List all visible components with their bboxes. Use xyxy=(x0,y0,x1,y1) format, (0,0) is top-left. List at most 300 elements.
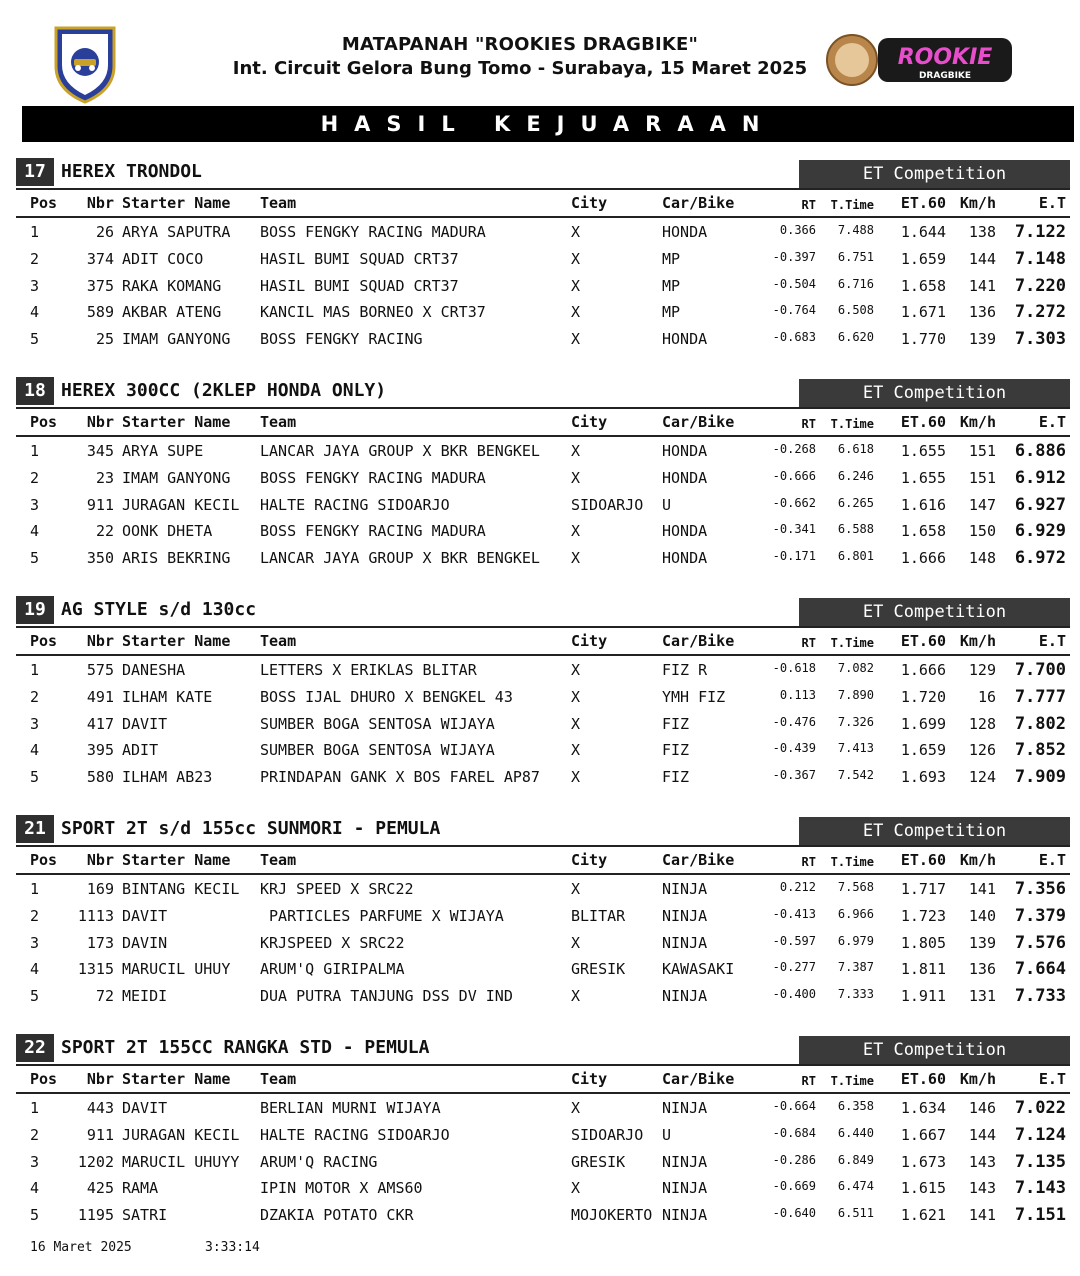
cell-city: X xyxy=(571,249,581,268)
cell-bike: U xyxy=(662,1125,672,1144)
cell-name: MEIDI xyxy=(122,987,168,1006)
column-header-nbr: Nbr xyxy=(86,1070,114,1088)
cell-name: BINTANG KECIL xyxy=(122,880,240,898)
cell-et60: 1.655 xyxy=(900,442,946,460)
cell-nbr: 350 xyxy=(86,549,114,568)
cell-pos: 1 xyxy=(30,223,40,241)
cell-pos: 4 xyxy=(30,1179,40,1198)
cell-city: X xyxy=(571,1099,581,1117)
cell-et60: 1.717 xyxy=(900,880,946,898)
cell-name: IMAM GANYONG xyxy=(122,468,231,487)
cell-bike: HONDA xyxy=(662,442,708,460)
cell-name: OONK DHETA xyxy=(122,522,213,541)
cell-name: DAVIT xyxy=(122,906,168,925)
cell-et60: 1.693 xyxy=(900,768,946,787)
cell-et60: 1.658 xyxy=(900,276,946,295)
cell-team: PARTICLES PARFUME X WIJAYA xyxy=(260,906,504,925)
class-header xyxy=(16,377,1070,409)
class-header xyxy=(16,815,1070,847)
cell-bike: FIZ xyxy=(662,714,690,733)
column-header-et60: ET.60 xyxy=(900,632,946,650)
cell-rt: 0.113 xyxy=(779,687,816,702)
column-header-pos: Pos xyxy=(30,413,58,431)
cell-rt: -0.277 xyxy=(772,960,816,975)
cell-city: GRESIK xyxy=(571,1152,626,1171)
class-title: HEREX 300CC (2KLEP HONDA ONLY) xyxy=(61,380,387,401)
cell-nbr: 1195 xyxy=(77,1206,114,1225)
cell-nbr: 169 xyxy=(86,880,114,898)
cell-team: LANCAR JAYA GROUP X BKR BENGKEL xyxy=(260,549,540,568)
cell-nbr: 375 xyxy=(86,276,114,295)
table-row xyxy=(16,246,1070,272)
cell-pos: 2 xyxy=(30,687,40,706)
cell-pos: 1 xyxy=(30,1099,40,1117)
cell-city: BLITAR xyxy=(571,906,626,925)
column-header-kmh: Km/h xyxy=(959,632,996,650)
column-header-nbr: Nbr xyxy=(86,851,114,869)
cell-rt: -0.764 xyxy=(772,303,816,318)
cell-rt: -0.664 xyxy=(772,1099,816,1113)
column-header-bike: Car/Bike xyxy=(662,1070,735,1088)
cell-city: X xyxy=(571,223,581,241)
cell-team: HASIL BUMI SQUAD CRT37 xyxy=(260,249,459,268)
column-header-et: E.T xyxy=(1038,1070,1066,1088)
column-header-bike: Car/Bike xyxy=(662,194,735,212)
competition-type-badge: ET Competition xyxy=(799,160,1070,188)
cell-city: X xyxy=(571,933,581,952)
class-number: 22 xyxy=(16,1034,54,1062)
column-header-city: City xyxy=(571,194,608,212)
cell-bike: MP xyxy=(662,249,681,268)
cell-city: GRESIK xyxy=(571,960,626,979)
event-title: MATAPANAH "ROOKIES DRAGBIKE" xyxy=(341,34,699,55)
cell-pos: 2 xyxy=(30,468,40,487)
cell-pos: 5 xyxy=(30,549,40,568)
cell-rt: -0.504 xyxy=(772,276,816,291)
cell-et60: 1.671 xyxy=(900,303,946,322)
cell-bike: FIZ xyxy=(662,768,690,787)
cell-team: KRJ SPEED X SRC22 xyxy=(260,880,414,898)
table-row xyxy=(16,299,1070,325)
competition-type-badge: ET Competition xyxy=(799,379,1070,407)
cell-tt: 7.488 xyxy=(837,223,874,237)
cell-team: PRINDAPAN GANK X BOS FAREL AP87 xyxy=(260,768,540,787)
cell-name: ILHAM AB23 xyxy=(122,768,213,787)
document-header xyxy=(0,0,1080,104)
cell-pos: 5 xyxy=(30,987,40,1006)
column-header-nbr: Nbr xyxy=(86,632,114,650)
cell-pos: 3 xyxy=(30,933,40,952)
table-row xyxy=(16,326,1070,352)
cell-et: 7.143 xyxy=(1014,1178,1066,1199)
cell-et: 7.733 xyxy=(1014,986,1066,1007)
cell-bike: NINJA xyxy=(662,1206,708,1225)
class-title: SPORT 2T 155CC RANGKA STD - PEMULA xyxy=(61,1037,430,1058)
cell-et: 7.022 xyxy=(1014,1098,1066,1118)
cell-city: X xyxy=(571,330,581,349)
cell-team: BOSS FENGKY RACING xyxy=(260,330,423,349)
table-row xyxy=(16,983,1070,1009)
rookie-dragbike-logo xyxy=(826,28,1016,90)
cell-city: X xyxy=(571,880,581,898)
cell-rt: -0.597 xyxy=(772,933,816,948)
cell-nbr: 580 xyxy=(86,768,114,787)
cell-kmh: 128 xyxy=(968,714,996,733)
cell-kmh: 141 xyxy=(968,276,996,295)
race-class-section xyxy=(16,158,1070,368)
cell-tt: 6.751 xyxy=(837,249,874,264)
cell-pos: 1 xyxy=(30,442,40,460)
cell-pos: 3 xyxy=(30,714,40,733)
cell-team: SUMBER BOGA SENTOSA WIJAYA xyxy=(260,714,495,733)
cell-name: IMAM GANYONG xyxy=(122,330,231,349)
cell-name: MARUCIL UHUY xyxy=(122,960,231,979)
cell-et: 7.379 xyxy=(1014,905,1066,926)
column-header-city: City xyxy=(571,1070,608,1088)
column-header-pos: Pos xyxy=(30,632,58,650)
column-header-et60: ET.60 xyxy=(900,1070,946,1088)
column-header-rt: RT xyxy=(801,1074,816,1088)
cell-tt: 6.511 xyxy=(837,1206,874,1221)
table-row xyxy=(16,930,1070,956)
column-header-et: E.T xyxy=(1038,413,1066,431)
cell-bike: FIZ R xyxy=(662,661,708,679)
cell-tt: 6.849 xyxy=(837,1152,874,1167)
cell-pos: 5 xyxy=(30,768,40,787)
cell-et: 7.272 xyxy=(1014,302,1066,323)
class-number: 21 xyxy=(16,815,54,843)
column-header-team: Team xyxy=(260,194,297,212)
class-number: 17 xyxy=(16,158,54,186)
cell-rt: -0.413 xyxy=(772,906,816,921)
cell-name: ARYA SUPE xyxy=(122,442,204,460)
cell-rt: -0.666 xyxy=(772,468,816,483)
column-header-row xyxy=(16,628,1070,656)
cell-tt: 6.801 xyxy=(837,549,874,564)
cell-bike: FIZ xyxy=(662,741,690,760)
cell-nbr: 425 xyxy=(86,1179,114,1198)
cell-et60: 1.723 xyxy=(900,906,946,925)
cell-name: ADIT xyxy=(122,741,159,760)
cell-rt: -0.640 xyxy=(772,1206,816,1221)
race-class-section xyxy=(16,815,1070,1025)
cell-et60: 1.658 xyxy=(900,522,946,541)
cell-rt: -0.662 xyxy=(772,495,816,510)
cell-team: BOSS IJAL DHURO X BENGKEL 43 xyxy=(260,687,513,706)
table-row xyxy=(16,273,1070,299)
cell-et: 7.303 xyxy=(1014,329,1066,350)
cell-bike: NINJA xyxy=(662,1152,708,1171)
cell-team: BOSS FENGKY RACING MADURA xyxy=(260,522,486,541)
cell-pos: 3 xyxy=(30,495,40,514)
svg-text:DRAGBIKE: DRAGBIKE xyxy=(918,71,972,81)
cell-bike: U xyxy=(662,495,672,514)
results-banner: HASIL KEJUARAAN xyxy=(22,106,1074,142)
cell-team: HALTE RACING SIDOARJO xyxy=(260,495,450,514)
column-header-row xyxy=(16,409,1070,437)
cell-pos: 4 xyxy=(30,522,40,541)
column-header-rt: RT xyxy=(801,636,816,650)
cell-nbr: 1113 xyxy=(77,906,114,925)
cell-tt: 7.890 xyxy=(837,687,874,702)
cell-name: DANESHA xyxy=(122,661,186,679)
class-header xyxy=(16,1034,1070,1066)
cell-team: BOSS FENGKY RACING MADURA xyxy=(260,223,486,241)
cell-nbr: 443 xyxy=(86,1099,114,1117)
cell-et60: 1.634 xyxy=(900,1099,946,1117)
cell-et60: 1.805 xyxy=(900,933,946,952)
cell-kmh: 144 xyxy=(968,249,996,268)
cell-et60: 1.666 xyxy=(900,549,946,568)
cell-nbr: 22 xyxy=(95,522,114,541)
cell-bike: KAWASAKI xyxy=(662,960,735,979)
cell-team: IPIN MOTOR X AMS60 xyxy=(260,1179,423,1198)
cell-bike: NINJA xyxy=(662,906,708,925)
cell-team: KANCIL MAS BORNEO X CRT37 xyxy=(260,303,486,322)
cell-bike: HONDA xyxy=(662,468,708,487)
cell-et: 7.148 xyxy=(1014,248,1066,269)
table-row xyxy=(16,219,1070,245)
cell-tt: 6.588 xyxy=(837,522,874,537)
cell-tt: 6.358 xyxy=(837,1099,874,1113)
cell-city: X xyxy=(571,987,581,1006)
cell-et60: 1.655 xyxy=(900,468,946,487)
cell-bike: NINJA xyxy=(662,987,708,1006)
column-header-et60: ET.60 xyxy=(900,851,946,869)
cell-nbr: 589 xyxy=(86,303,114,322)
cell-bike: HONDA xyxy=(662,522,708,541)
cell-tt: 6.246 xyxy=(837,468,874,483)
table-row xyxy=(16,465,1070,491)
cell-et: 7.700 xyxy=(1014,660,1066,680)
table-row xyxy=(16,545,1070,571)
cell-et60: 1.699 xyxy=(900,714,946,733)
column-header-city: City xyxy=(571,632,608,650)
cell-pos: 4 xyxy=(30,960,40,979)
cell-team: ARUM'Q RACING xyxy=(260,1152,378,1171)
cell-tt: 6.265 xyxy=(837,495,874,510)
cell-et: 7.802 xyxy=(1014,713,1066,734)
column-header-row xyxy=(16,190,1070,218)
race-class-section xyxy=(16,596,1070,806)
cell-et: 7.151 xyxy=(1014,1205,1066,1226)
cell-team: LANCAR JAYA GROUP X BKR BENGKEL xyxy=(260,442,540,460)
column-header-row xyxy=(16,1066,1070,1094)
cell-city: MOJOKERTO xyxy=(571,1206,653,1225)
cell-pos: 1 xyxy=(30,661,40,679)
cell-city: X xyxy=(571,276,581,295)
column-header-team: Team xyxy=(260,851,297,869)
cell-pos: 4 xyxy=(30,303,40,322)
column-header-city: City xyxy=(571,413,608,431)
table-row xyxy=(16,438,1070,464)
column-header-pos: Pos xyxy=(30,194,58,212)
cell-bike: MP xyxy=(662,276,681,295)
cell-nbr: 575 xyxy=(86,661,114,679)
cell-rt: -0.397 xyxy=(772,249,816,264)
column-header-nbr: Nbr xyxy=(86,413,114,431)
column-header-tt: T.Time xyxy=(830,1074,874,1088)
table-row xyxy=(16,1149,1070,1175)
cell-bike: NINJA xyxy=(662,1179,708,1198)
class-header xyxy=(16,596,1070,628)
cell-kmh: 139 xyxy=(968,330,996,349)
column-header-name: Starter Name xyxy=(122,413,231,431)
competition-type-badge: ET Competition xyxy=(799,817,1070,845)
table-row xyxy=(16,1202,1070,1228)
cell-kmh: 138 xyxy=(968,223,996,241)
cell-rt: 0.212 xyxy=(779,880,816,894)
cell-tt: 7.542 xyxy=(837,768,874,783)
cell-city: X xyxy=(571,303,581,322)
cell-kmh: 136 xyxy=(968,303,996,322)
cell-kmh: 144 xyxy=(968,1125,996,1144)
column-header-et: E.T xyxy=(1038,851,1066,869)
table-row xyxy=(16,684,1070,710)
column-header-tt: T.Time xyxy=(830,417,874,431)
cell-tt: 7.413 xyxy=(837,741,874,756)
cell-team: BOSS FENGKY RACING MADURA xyxy=(260,468,486,487)
column-header-nbr: Nbr xyxy=(86,194,114,212)
cell-kmh: 141 xyxy=(968,880,996,898)
column-header-bike: Car/Bike xyxy=(662,413,735,431)
race-class-section xyxy=(16,1034,1070,1244)
cell-et60: 1.616 xyxy=(900,495,946,514)
cell-rt: -0.618 xyxy=(772,661,816,675)
column-header-city: City xyxy=(571,851,608,869)
column-header-bike: Car/Bike xyxy=(662,851,735,869)
cell-pos: 2 xyxy=(30,906,40,925)
cell-city: X xyxy=(571,549,581,568)
class-number: 19 xyxy=(16,596,54,624)
cell-kmh: 140 xyxy=(968,906,996,925)
competition-type-badge: ET Competition xyxy=(799,598,1070,626)
cell-pos: 5 xyxy=(30,330,40,349)
print-time: 3:33:14 xyxy=(205,1240,260,1255)
column-header-et60: ET.60 xyxy=(900,413,946,431)
table-row xyxy=(16,492,1070,518)
cell-bike: HONDA xyxy=(662,549,708,568)
cell-rt: 0.366 xyxy=(779,223,816,237)
cell-bike: MP xyxy=(662,303,681,322)
cell-et: 7.135 xyxy=(1014,1151,1066,1172)
cell-kmh: 147 xyxy=(968,495,996,514)
cell-team: DZAKIA POTATO CKR xyxy=(260,1206,414,1225)
cell-city: X xyxy=(571,714,581,733)
cell-team: BERLIAN MURNI WIJAYA xyxy=(260,1099,441,1117)
cell-tt: 7.387 xyxy=(837,960,874,975)
cell-rt: -0.476 xyxy=(772,714,816,729)
column-header-pos: Pos xyxy=(30,851,58,869)
print-date: 16 Maret 2025 xyxy=(30,1240,132,1255)
cell-et60: 1.666 xyxy=(900,661,946,679)
cell-city: X xyxy=(571,661,581,679)
class-title: AG STYLE s/d 130cc xyxy=(61,599,257,620)
cell-nbr: 374 xyxy=(86,249,114,268)
cell-tt: 6.440 xyxy=(837,1125,874,1140)
competition-type-badge: ET Competition xyxy=(799,1036,1070,1064)
column-header-bike: Car/Bike xyxy=(662,632,735,650)
cell-bike: NINJA xyxy=(662,933,708,952)
cell-city: X xyxy=(571,768,581,787)
cell-rt: -0.367 xyxy=(772,768,816,783)
table-row xyxy=(16,1122,1070,1148)
cell-et: 6.929 xyxy=(1014,521,1066,542)
cell-name: AKBAR ATENG xyxy=(122,303,222,322)
cell-rt: -0.684 xyxy=(772,1125,816,1140)
column-header-tt: T.Time xyxy=(830,198,874,212)
cell-tt: 6.508 xyxy=(837,303,874,318)
cell-team: DUA PUTRA TANJUNG DSS DV IND xyxy=(260,987,513,1006)
cell-city: X xyxy=(571,442,581,460)
cell-et: 7.220 xyxy=(1014,275,1066,296)
cell-kmh: 148 xyxy=(968,549,996,568)
column-header-tt: T.Time xyxy=(830,636,874,650)
cell-et: 6.886 xyxy=(1014,441,1066,461)
cell-team: HALTE RACING SIDOARJO xyxy=(260,1125,450,1144)
cell-pos: 1 xyxy=(30,880,40,898)
cell-pos: 5 xyxy=(30,1206,40,1225)
event-venue-date: Int. Circuit Gelora Bung Tomo - Surabaya, 15 Maret 2025 xyxy=(232,58,808,79)
cell-team: SUMBER BOGA SENTOSA WIJAYA xyxy=(260,741,495,760)
cell-tt: 7.333 xyxy=(837,987,874,1002)
column-header-team: Team xyxy=(260,1070,297,1088)
class-title: SPORT 2T s/d 155cc SUNMORI - PEMULA xyxy=(61,818,441,839)
cell-team: LETTERS X ERIKLAS BLITAR xyxy=(260,661,477,679)
cell-et60: 1.673 xyxy=(900,1152,946,1171)
cell-rt: -0.341 xyxy=(772,522,816,537)
cell-et: 7.777 xyxy=(1014,686,1066,707)
cell-nbr: 23 xyxy=(95,468,114,487)
class-number: 18 xyxy=(16,377,54,405)
column-header-kmh: Km/h xyxy=(959,851,996,869)
cell-team: HASIL BUMI SQUAD CRT37 xyxy=(260,276,459,295)
cell-et60: 1.621 xyxy=(900,1206,946,1225)
cell-city: X xyxy=(571,1179,581,1198)
column-header-et60: ET.60 xyxy=(900,194,946,212)
column-header-pos: Pos xyxy=(30,1070,58,1088)
column-header-et: E.T xyxy=(1038,194,1066,212)
cell-et: 7.576 xyxy=(1014,932,1066,953)
cell-city: X xyxy=(571,468,581,487)
cell-nbr: 491 xyxy=(86,687,114,706)
cell-city: X xyxy=(571,741,581,760)
cell-name: MARUCIL UHUYY xyxy=(122,1152,240,1171)
cell-nbr: 911 xyxy=(86,1125,114,1144)
table-row xyxy=(16,764,1070,790)
cell-et: 7.124 xyxy=(1014,1124,1066,1145)
cell-kmh: 16 xyxy=(977,687,996,706)
cell-tt: 6.474 xyxy=(837,1179,874,1194)
cell-kmh: 151 xyxy=(968,442,996,460)
cell-et: 7.852 xyxy=(1014,740,1066,761)
column-header-name: Starter Name xyxy=(122,632,231,650)
cell-tt: 6.966 xyxy=(837,906,874,921)
cell-team: KRJSPEED X SRC22 xyxy=(260,933,405,952)
cell-et: 6.927 xyxy=(1014,494,1066,515)
cell-name: ARIS BEKRING xyxy=(122,549,231,568)
cell-name: JURAGAN KECIL xyxy=(122,1125,240,1144)
cell-bike: HONDA xyxy=(662,223,708,241)
cell-rt: -0.669 xyxy=(772,1179,816,1194)
cell-kmh: 141 xyxy=(968,1206,996,1225)
cell-et: 6.972 xyxy=(1014,548,1066,569)
cell-kmh: 151 xyxy=(968,468,996,487)
cell-kmh: 139 xyxy=(968,933,996,952)
cell-et60: 1.667 xyxy=(900,1125,946,1144)
cell-nbr: 911 xyxy=(86,495,114,514)
cell-kmh: 143 xyxy=(968,1179,996,1198)
